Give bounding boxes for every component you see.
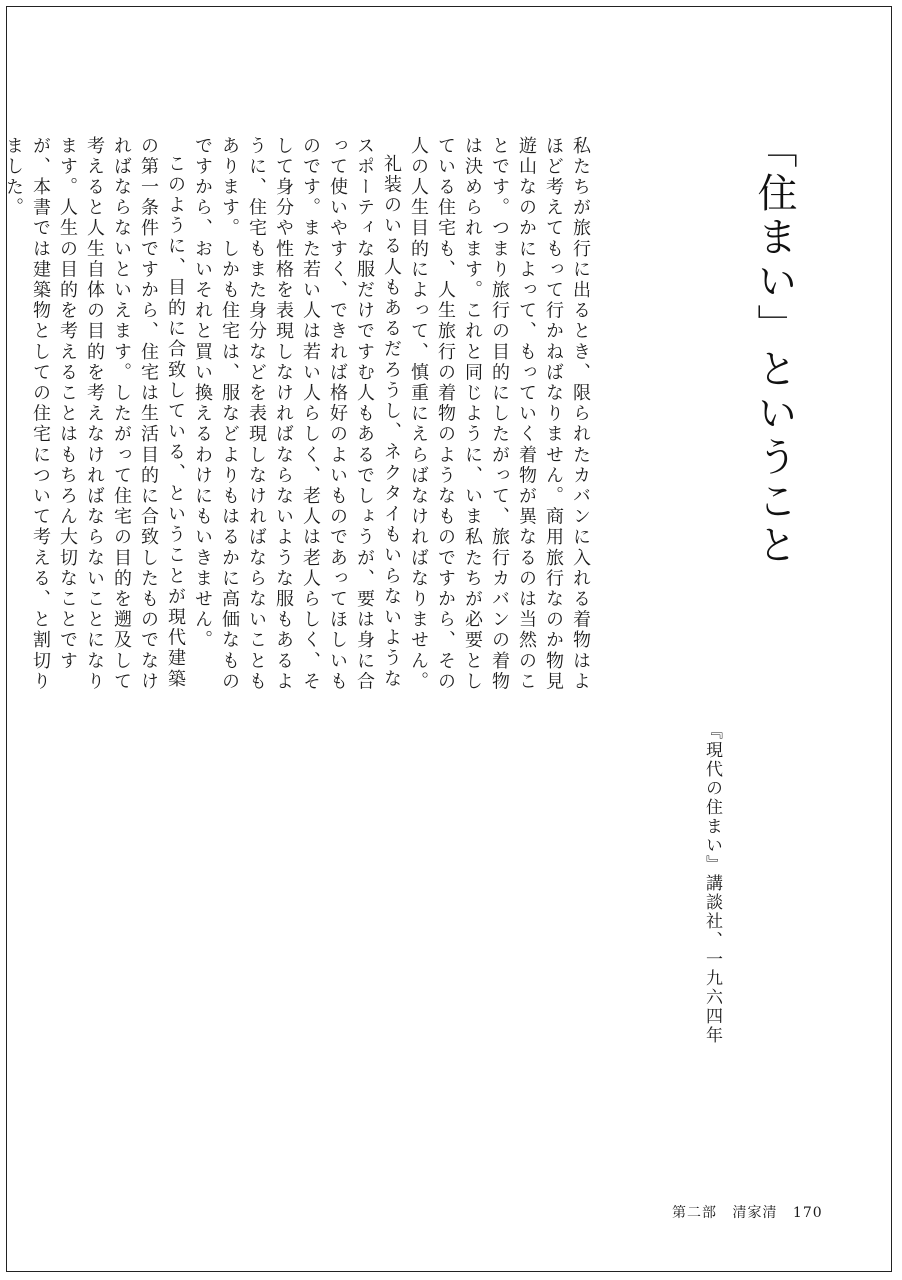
body-text	[3, 136, 594, 696]
page-number: 170	[792, 1205, 823, 1221]
footer-part: 第二部	[672, 1205, 717, 1221]
paragraph-1: 私たちが旅行に出るとき、限られたカバンに入れる着物はよほど考えてもって行かねばなりません。商用旅行なのか物見遊山なのかによって、もっていく着物が異なるのは当然のことです。つまり旅行の目的にしたがって、旅行カバンの着物は決められます。これと同じように、いま私たちが必要としている住宅も、人生旅行の着物のようなものですから、その人の人生目的によって、慎重にえらばなければなりません。	[408, 136, 591, 693]
paragraph-2: 礼装のいる人もあるだろうし、ネクタイもいらないようなスポーティな服だけですむ人もあるでしょうが、要は身に合って使いやすく、できれば格好のよいものであってほしいものです。また若い人は若い人らしく、老人は老人らしく、そして身分や性格を表現しなければならないような服もあるように、住宅もまた身分などを表現しなければならないこともあります。しかも住宅は、服などよりもはるかに高価なものですから、おいそれと買い換えるわけにもいきません。	[192, 136, 402, 693]
page-footer	[672, 1202, 833, 1222]
footer-author: 清家清	[732, 1205, 778, 1221]
paragraph-3: このように、目的に合致している、ということが現代建築の第一条件ですから、住宅は生活目的に合致したものでなければならないといえます。したがって住宅の目的を遡及して考えると人生自体の目的を考えなければならないことになります。人生の目的を考えることはもちろん大切なことですが、本書では建築物としての住宅について考える、と割切りました。	[3, 136, 186, 693]
section-title: 「住まい」ということ	[751, 128, 797, 568]
source-citation: 『現代の住まい』講談社、一九六四年	[702, 722, 722, 1045]
